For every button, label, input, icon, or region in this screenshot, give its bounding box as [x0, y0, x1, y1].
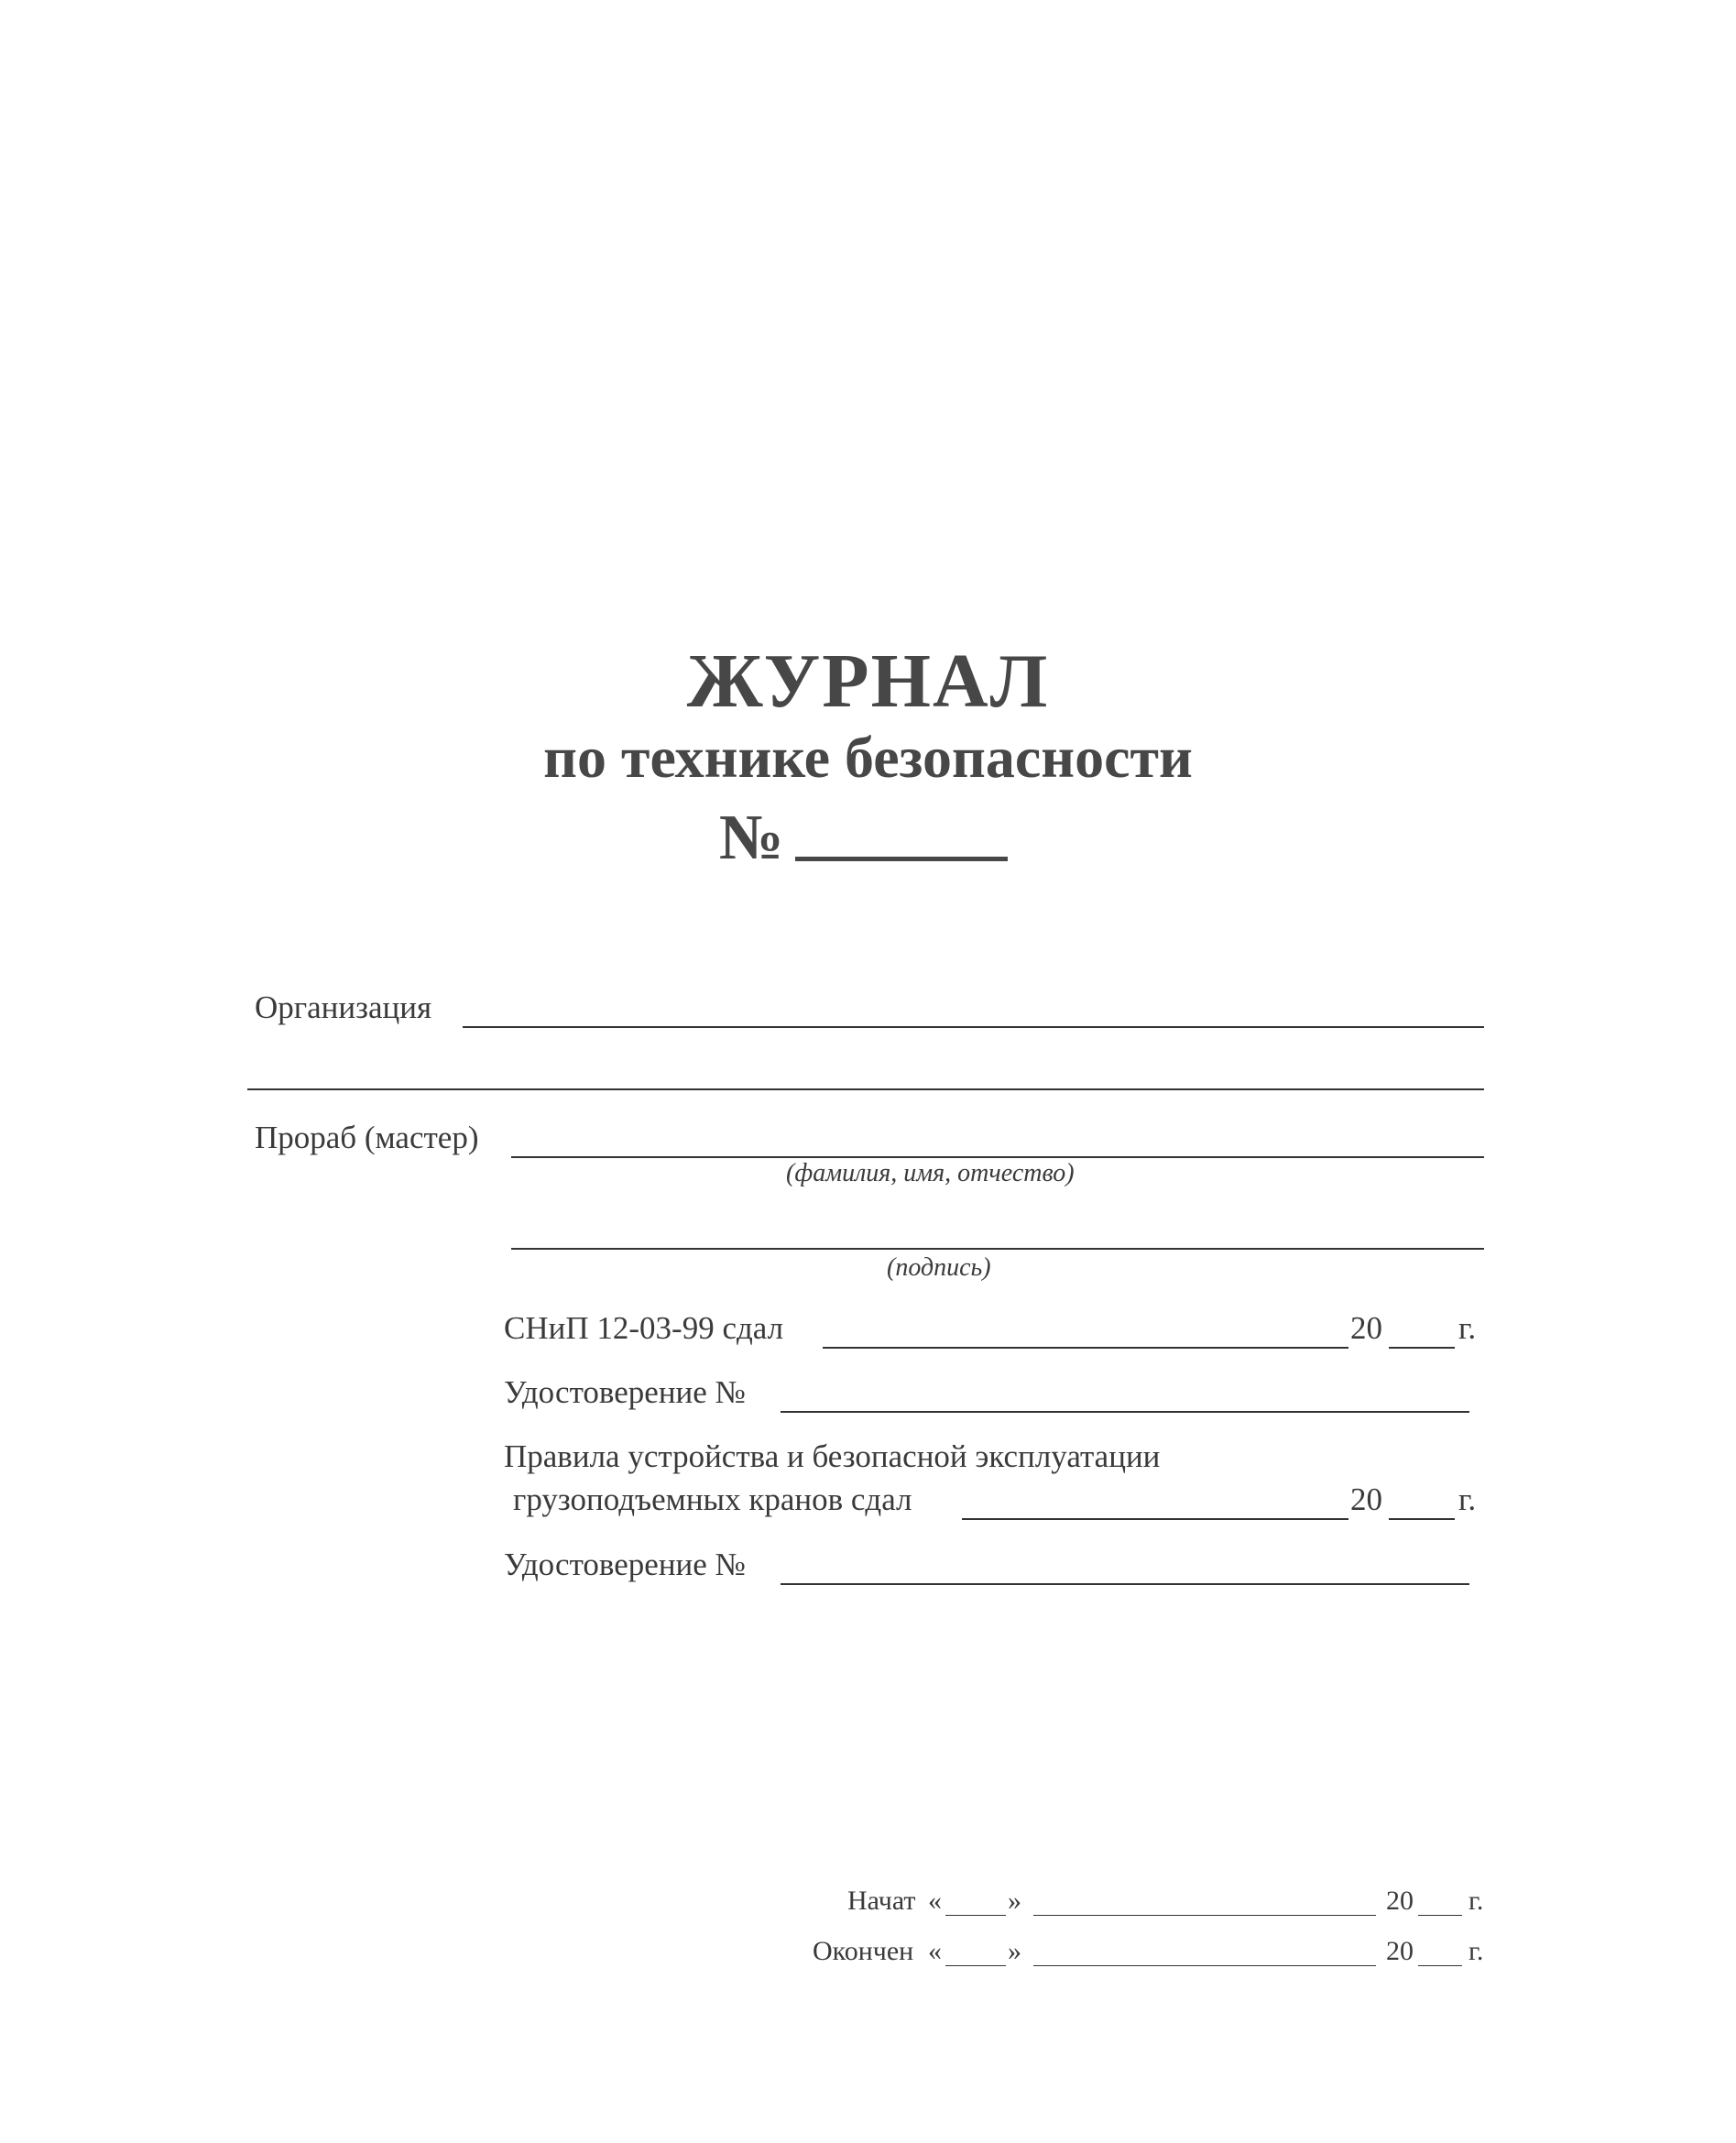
rules-year-suffix: г.	[1458, 1482, 1477, 1517]
snip-year-field[interactable]	[1389, 1347, 1455, 1349]
fio-hint: (фамилия, имя, отчество)	[786, 1159, 1075, 1187]
started-year-prefix: 20	[1386, 1886, 1414, 1916]
certificate-1-label: Удостоверение №	[504, 1374, 746, 1410]
organization-field-line-2[interactable]	[247, 1088, 1484, 1090]
signature-field[interactable]	[511, 1248, 1484, 1250]
finished-year-field[interactable]	[1418, 1965, 1462, 1966]
organization-label: Организация	[255, 989, 432, 1025]
foreman-name-field[interactable]	[511, 1156, 1484, 1158]
started-label: Начат	[847, 1886, 916, 1916]
certificate-1-field[interactable]	[781, 1411, 1469, 1413]
finished-year-suffix: г.	[1469, 1936, 1484, 1966]
signature-hint: (подпись)	[887, 1253, 991, 1282]
rules-date-field[interactable]	[962, 1518, 1348, 1520]
rules-year-field[interactable]	[1389, 1518, 1455, 1520]
journal-title: ЖУРНАЛ	[686, 639, 1050, 724]
finished-quote-open: «	[928, 1936, 942, 1966]
certificate-2-field[interactable]	[781, 1583, 1469, 1585]
finished-quote-close: »	[1008, 1936, 1021, 1966]
started-year-suffix: г.	[1469, 1886, 1484, 1916]
rules-label-line-1: Правила устройства и безопасной эксплуатации	[504, 1438, 1161, 1474]
finished-day-field[interactable]	[945, 1965, 1006, 1966]
organization-field[interactable]	[463, 1026, 1484, 1028]
journal-number-label: №	[719, 803, 784, 873]
snip-year-suffix: г.	[1458, 1310, 1477, 1346]
snip-date-field[interactable]	[823, 1347, 1348, 1349]
finished-label: Окончен	[813, 1936, 914, 1966]
finished-month-field[interactable]	[1033, 1965, 1376, 1966]
journal-number-field[interactable]	[795, 857, 1008, 861]
started-month-field[interactable]	[1033, 1915, 1376, 1916]
foreman-label: Прораб (мастер)	[255, 1120, 479, 1155]
finished-year-prefix: 20	[1386, 1936, 1414, 1966]
started-quote-close: »	[1008, 1886, 1021, 1916]
started-day-field[interactable]	[945, 1915, 1006, 1916]
rules-label-line-2: грузоподъемных кранов сдал	[513, 1482, 912, 1517]
certificate-2-label: Удостоверение №	[504, 1547, 746, 1582]
started-quote-open: «	[928, 1886, 942, 1916]
snip-year-prefix: 20	[1350, 1310, 1382, 1346]
snip-label: СНиП 12-03-99 сдал	[504, 1310, 784, 1346]
started-year-field[interactable]	[1418, 1915, 1462, 1916]
journal-subtitle: по технике безопасности	[543, 725, 1193, 790]
rules-year-prefix: 20	[1350, 1482, 1382, 1517]
